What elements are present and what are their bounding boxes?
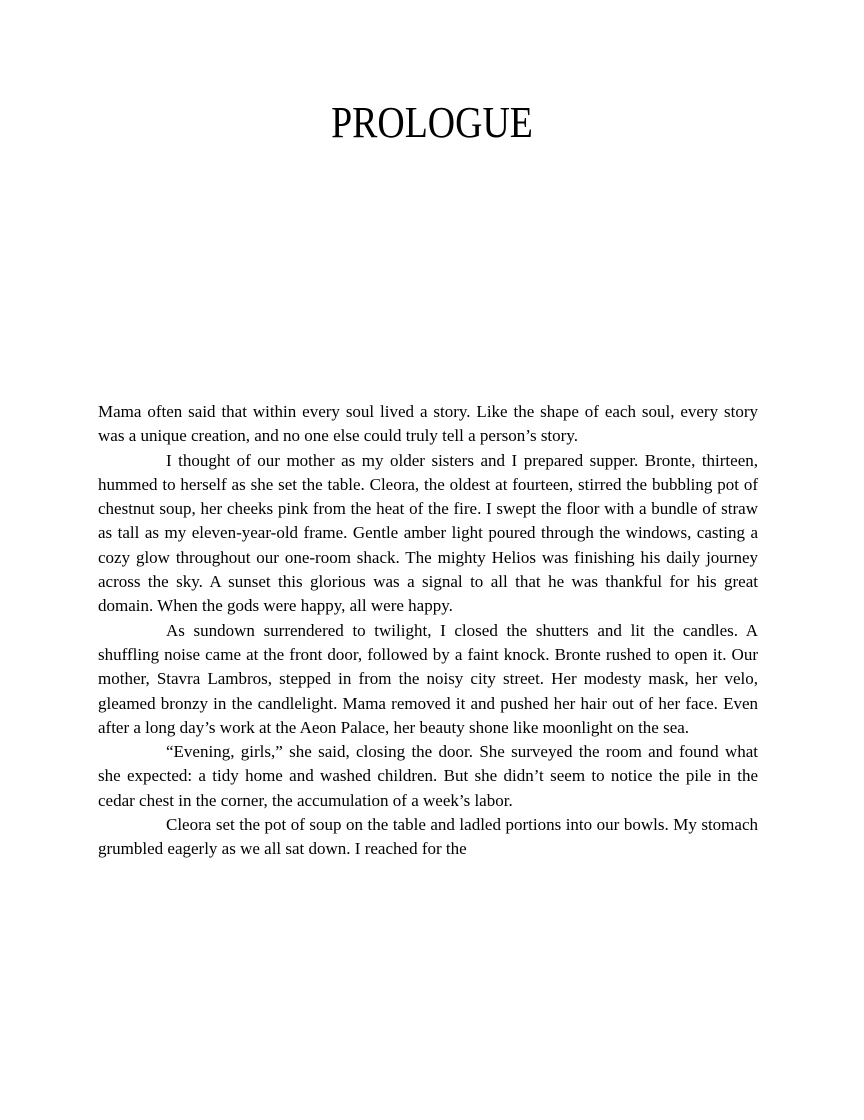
paragraph: As sundown surrendered to twilight, I closed the shutters and lit the candles. A shuffling noise came at the front door, followed by a faint knock. Bronte rushed to open it. Our mother, Stavra Lambros, stepped in from the noisy city street. Her modesty mask, her velo, gleamed bronzy in the candlelight. Mama removed it and pushed her hair out of her face. Even after a long day’s work at the Aeon Palace, her beauty shone like moonlight on the sea. (98, 620, 758, 737)
paragraph: I thought of our mother as my older sisters and I prepared supper. Bronte, thirteen, hummed to herself as she set the table. Cleora, the oldest at fourteen, stirred the bubbling pot of chestnut soup, her cheeks pink from the heat of the fire. I swept the floor with a bundle of straw as tall as my eleven-year-old frame. Gentle amber light poured through the windows, casting a cozy glow throughout our one-room shack. The mighty Helios was finishing his daily journey across the sky. A sunset this glorious was a signal to all that he was thankful for his great domain. When the gods were happy, all were happy. (98, 450, 758, 616)
paragraph: Cleora set the pot of soup on the table and ladled portions into our bowls. My stomach grumbled eagerly as we all sat down. I reached for the (98, 815, 758, 859)
paragraph: “Evening, girls,” she said, closing the door. She surveyed the room and found what she expected: a tidy home and washed children. But she didn’t seem to notice the pile in the cedar chest in the corner, the accumulation of a week’s labor. (98, 742, 758, 810)
chapter-title: PROLOGUE (331, 98, 533, 147)
body-text (98, 400, 758, 862)
paragraph: Mama often said that within every soul lived a story. Like the shape of each soul, every story was a unique creation, and no one else could truly tell a person’s story. (98, 402, 758, 446)
